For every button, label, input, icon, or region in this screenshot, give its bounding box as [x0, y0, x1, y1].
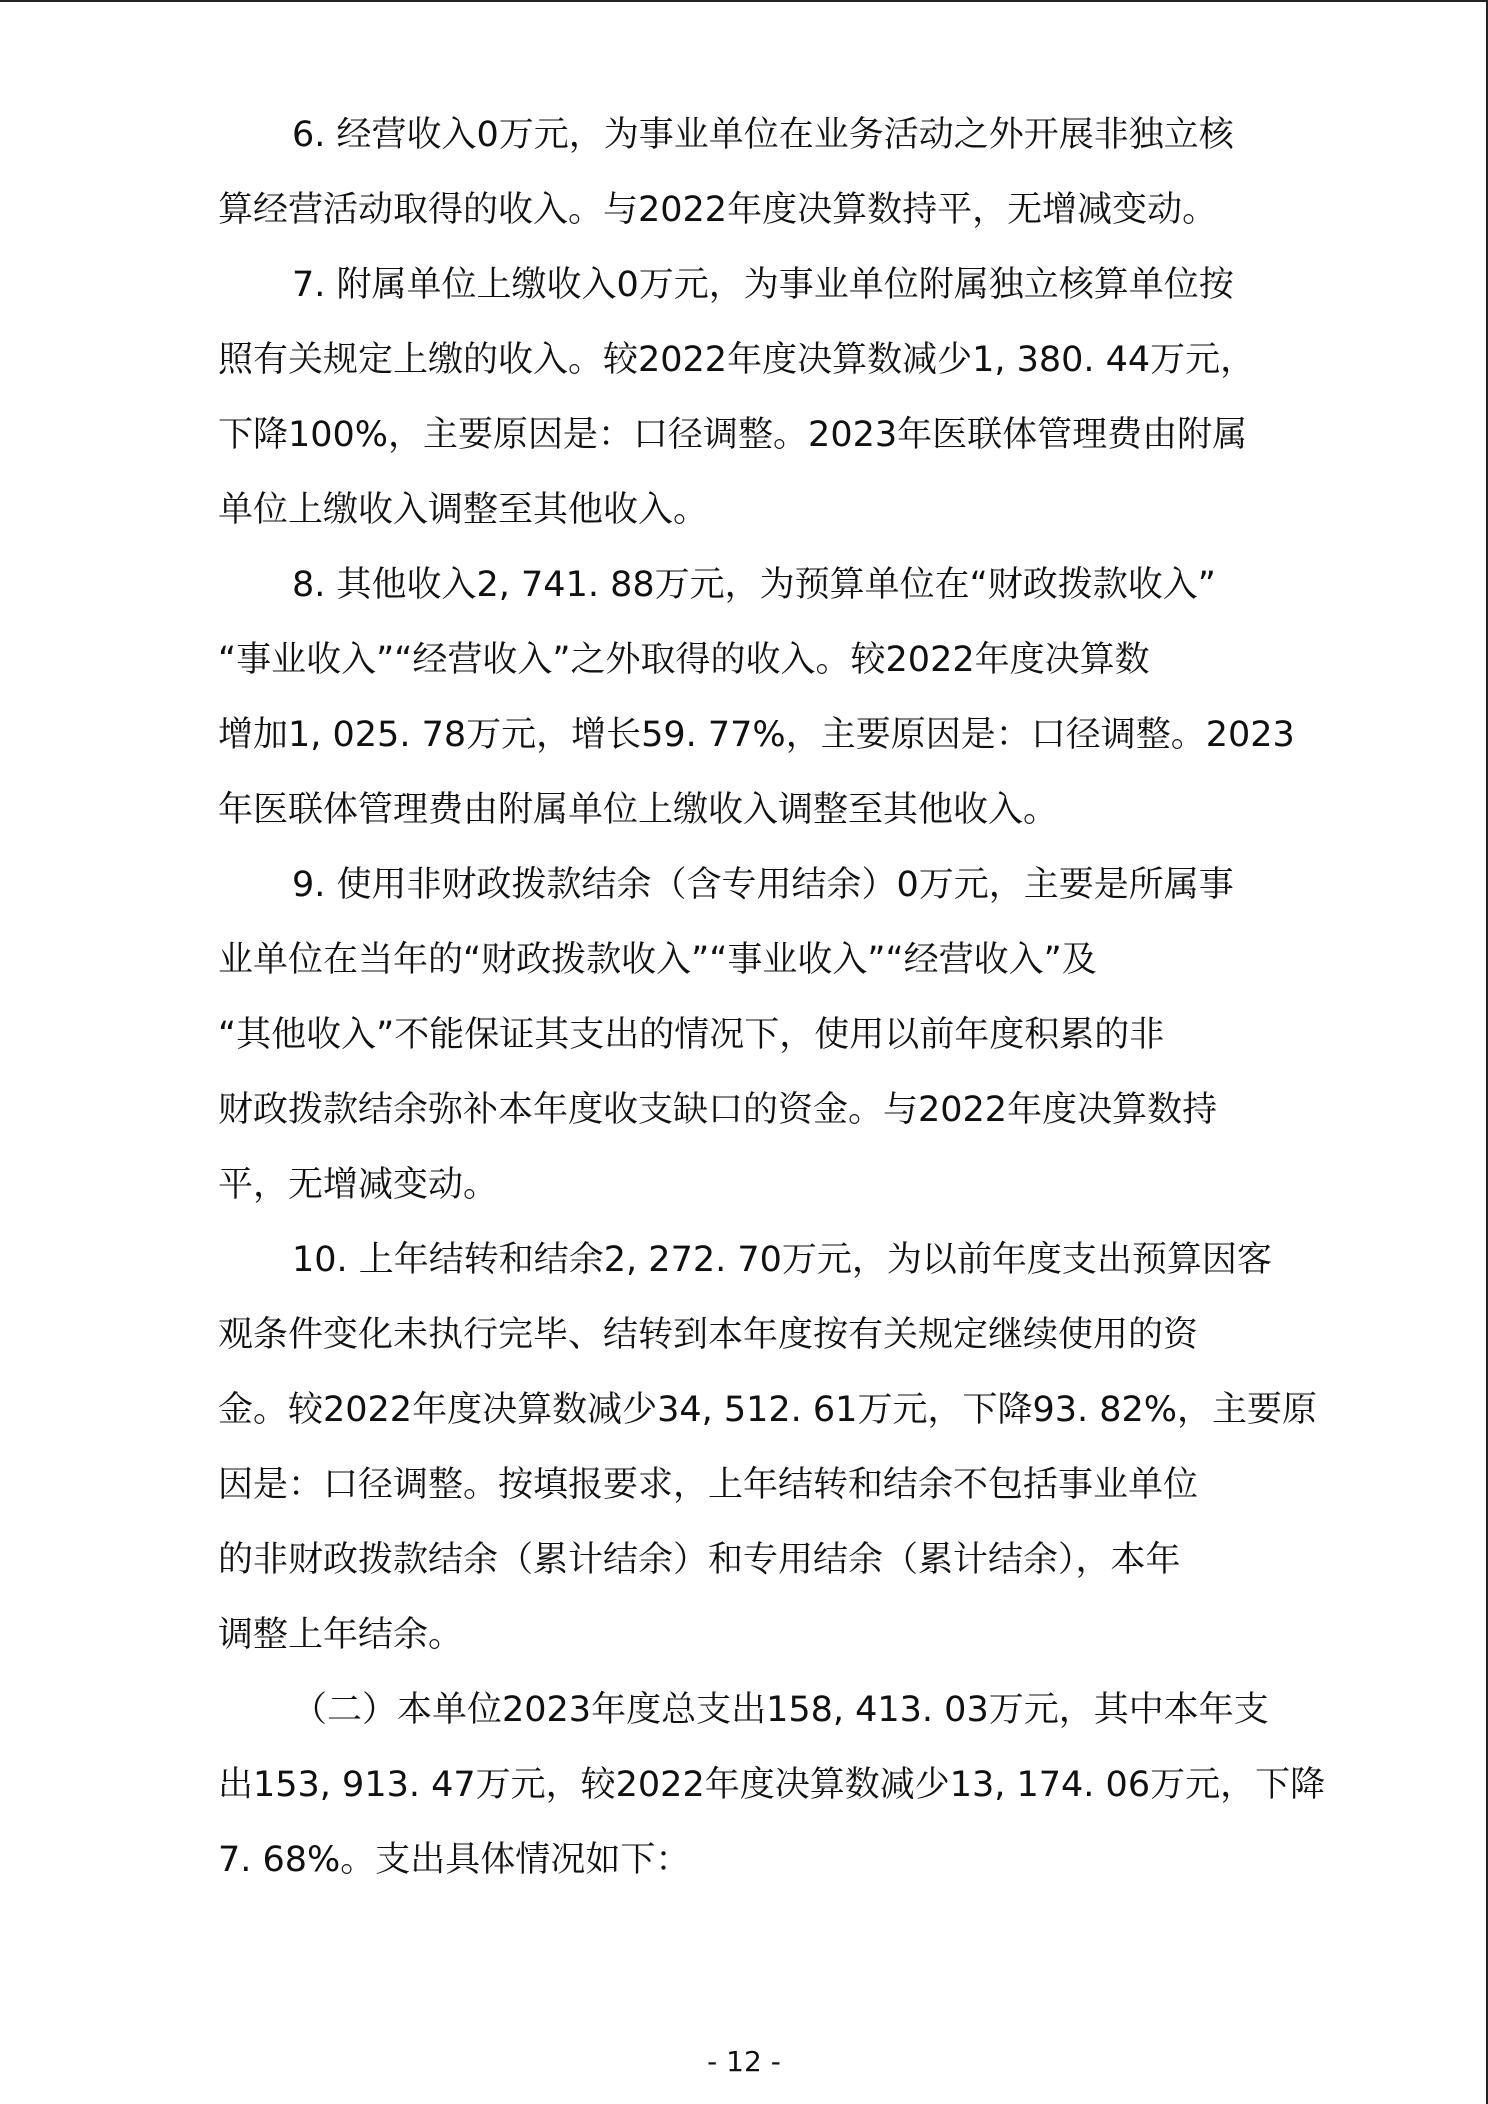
paragraph-10-line-2: 观条件变化未执行完毕、结转到本年度按有关规定继续使用的资 [218, 1315, 1199, 1355]
section-two-line-2: 出153, 913. 47万元，较2022年度决算数减少13, 174. 06万元，下降 [218, 1765, 1326, 1805]
paragraph-9-line-4: 财政拨款结余弥补本年度收支缺口的资金。与2022年度决算数持 [218, 1090, 1218, 1130]
page-number: - 12 - [707, 2045, 781, 2078]
paragraph-10-line-1: 10. 上年结转和结余2, 272. 70万元，为以前年度支出预算因客 [292, 1240, 1272, 1280]
paragraph-9-line-1: 9. 使用非财政拨款结余（含专用结余）0万元，主要是所属事 [292, 865, 1234, 905]
paragraph-6-line-1: 6. 经营收入0万元，为事业单位在业务活动之外开展非独立核 [292, 115, 1234, 155]
paragraph-10-line-4: 因是：口径调整。按填报要求，上年结转和结余不包括事业单位 [218, 1465, 1199, 1505]
section-two-line-1: （二）本单位2023年度总支出158, 413. 03万元，其中本年支 [292, 1690, 1269, 1730]
paragraph-8-line-3: 增加1, 025. 78万元，增长59. 77%，主要原因是：口径调整。2023 [218, 715, 1295, 755]
paragraph-7-line-4: 单位上缴收入调整至其他收入。 [218, 490, 709, 530]
paragraph-6-line-2: 算经营活动取得的收入。与2022年度决算数持平，无增减变动。 [218, 190, 1218, 230]
paragraph-10-line-6: 调整上年结余。 [218, 1615, 464, 1655]
paragraph-7-line-1: 7. 附属单位上缴收入0万元，为事业单位附属独立核算单位按 [292, 265, 1234, 305]
paragraph-7-line-2: 照有关规定上缴的收入。较2022年度决算数减少1, 380. 44万元， [218, 340, 1256, 380]
paragraph-9-line-5: 平，无增减变动。 [218, 1165, 499, 1205]
paragraph-8-line-4: 年医联体管理费由附属单位上缴收入调整至其他收入。 [218, 790, 1059, 830]
paragraph-10-line-5: 的非财政拨款结余（累计结余）和专用结余（累计结余），本年 [218, 1540, 1181, 1580]
paragraph-9-line-2: 业单位在当年的“财政拨款收入”“事业收入”“经营收入”及 [218, 940, 1097, 980]
paragraph-8-line-2: “事业收入”“经营收入”之外取得的收入。较2022年度决算数 [218, 640, 1150, 680]
section-two-line-3: 7. 68%。支出具体情况如下： [218, 1840, 691, 1880]
top-border-line [0, 0, 1488, 2]
paragraph-8-line-1: 8. 其他收入2, 741. 88万元，为预算单位在“财政拨款收入” [292, 565, 1216, 605]
paragraph-7-line-3: 下降100%，主要原因是：口径调整。2023年医联体管理费由附属 [218, 415, 1248, 455]
paragraph-9-line-3: “其他收入”不能保证其支出的情况下，使用以前年度积累的非 [218, 1015, 1165, 1055]
paragraph-10-line-3: 金。较2022年度决算数减少34, 512. 61万元，下降93. 82%，主要原 [218, 1390, 1318, 1430]
